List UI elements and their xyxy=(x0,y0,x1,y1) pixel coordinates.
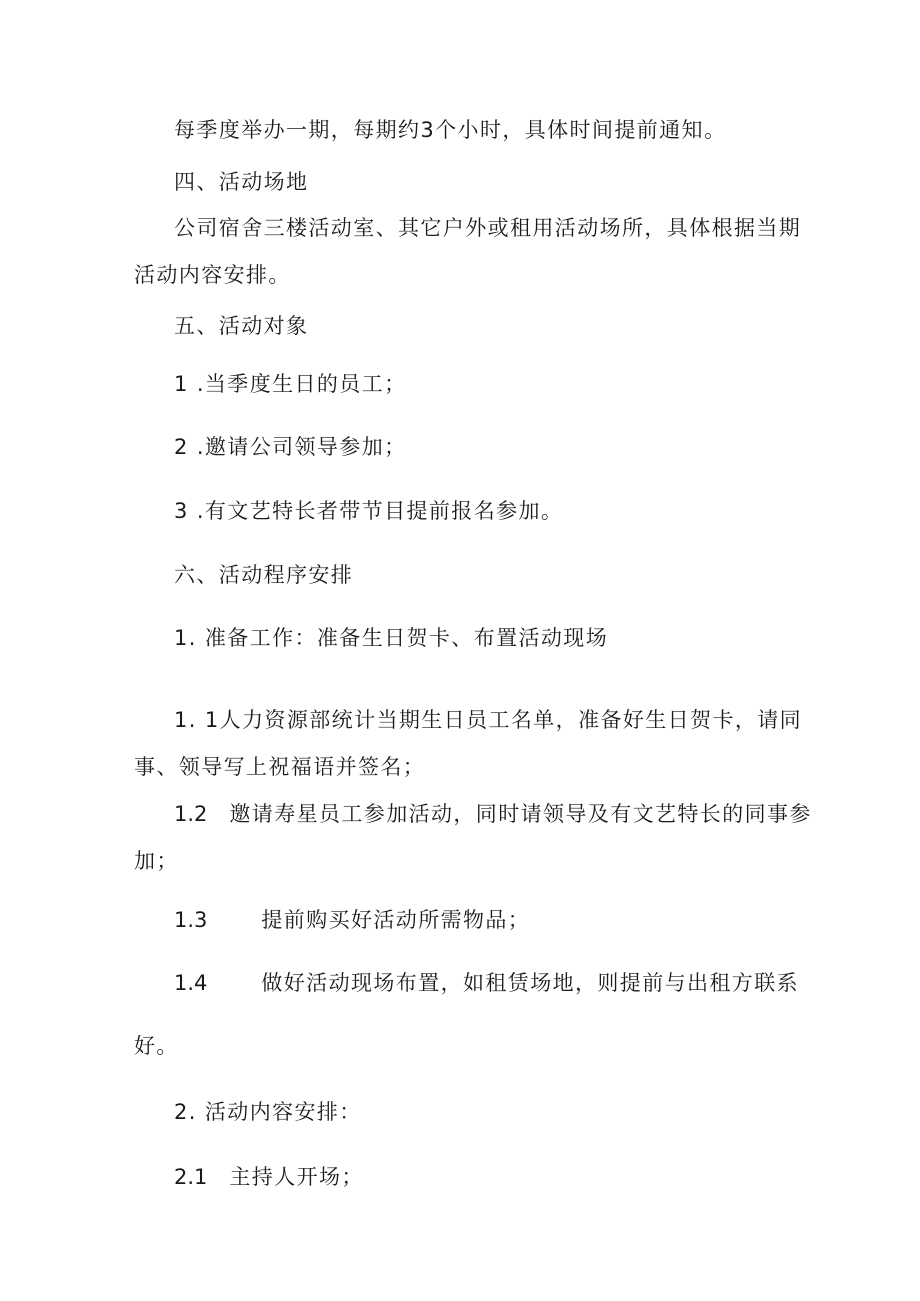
step-text: 做好活动现场布置，如租赁场地，则提前与出租方联系 xyxy=(261,971,800,995)
program-step-1-4-line1 xyxy=(174,973,799,994)
paragraph-venue-line2: 活动内容安排。 xyxy=(134,263,291,287)
step-number: 1.2 xyxy=(174,802,208,826)
step-number: 1.3 xyxy=(174,908,208,932)
program-step-2: 2. 活动内容安排： xyxy=(174,1100,362,1124)
program-step-1-4-line2: 好。 xyxy=(134,1034,179,1058)
program-step-1-2-line2: 加； xyxy=(134,849,179,873)
step-text: 提前购买好活动所需物品； xyxy=(261,908,531,932)
step-text: 邀请寿星员工参加活动，同时请领导及有文艺特长的同事参 xyxy=(229,802,812,826)
step-number: 2.1 xyxy=(174,1165,208,1189)
heading-venue: 四、活动场地 xyxy=(174,170,309,194)
program-step-1: 1. 准备工作：准备生日贺卡、布置活动现场 xyxy=(174,626,609,650)
list-item-target-3: 3 .有文艺特长者带节目提前报名参加。 xyxy=(174,499,564,523)
program-step-1-1-line1: 1. 1人力资源部统计当期生日员工名单，准备好生日贺卡，请同 xyxy=(174,708,803,732)
paragraph-frequency: 每季度举办一期，每期约3个小时，具体时间提前通知。 xyxy=(174,118,727,142)
program-step-1-1-line2: 事、领导写上祝福语并签名； xyxy=(134,755,426,779)
program-step-1-2-line1 xyxy=(174,804,812,825)
step-text: 主持人开场； xyxy=(229,1165,364,1189)
heading-program: 六、活动程序安排 xyxy=(174,563,354,587)
program-step-1-3 xyxy=(174,910,530,931)
program-step-2-1 xyxy=(174,1167,364,1188)
list-item-target-1: 1 .当季度生日的员工； xyxy=(174,372,407,396)
heading-target: 五、活动对象 xyxy=(174,314,309,338)
step-number: 1.4 xyxy=(174,971,208,995)
list-item-target-2: 2 .邀请公司领导参加； xyxy=(174,435,407,459)
paragraph-venue-line1: 公司宿舍三楼活动室、其它户外或租用活动场所，具体根据当期 xyxy=(174,216,802,240)
